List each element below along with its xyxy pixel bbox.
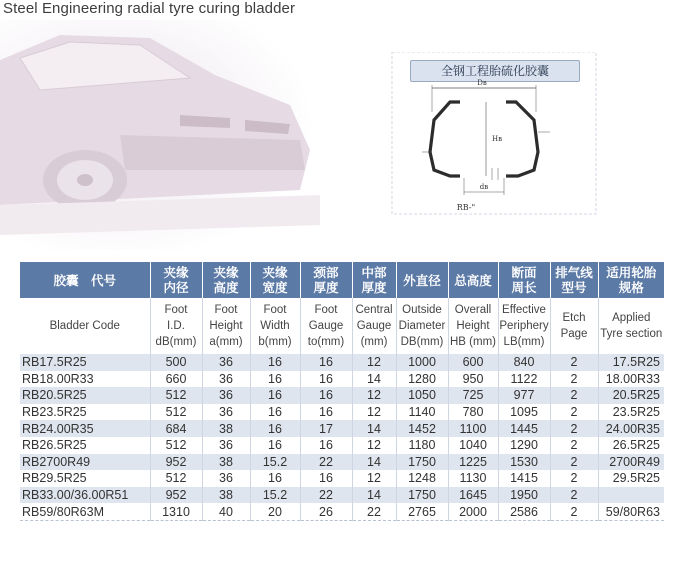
table-row — [20, 420, 664, 437]
table-cell: 2700R49 — [598, 454, 664, 471]
table-cell: 16 — [300, 470, 352, 487]
table-cell: 512 — [150, 437, 202, 454]
table-cell: 1248 — [396, 470, 448, 487]
table-header-cn — [20, 262, 664, 298]
bladder-code-cell: RB59/80R63M — [20, 503, 150, 520]
table-cell: 22 — [300, 454, 352, 471]
table-cell: 1452 — [396, 420, 448, 437]
table-cell: 36 — [202, 387, 250, 404]
table-cell: 16 — [300, 404, 352, 421]
table-cell: 20 — [250, 503, 300, 520]
header-cn-cell: 排气线 型号 — [550, 262, 598, 298]
table-cell: 1445 — [498, 420, 550, 437]
table-cell: 1750 — [396, 487, 448, 504]
table-cell: 16 — [300, 437, 352, 454]
table-cell: 2 — [550, 404, 598, 421]
table-cell: 2586 — [498, 503, 550, 520]
table-row — [20, 354, 664, 371]
table-cell: 2 — [550, 503, 598, 520]
table-cell: 1280 — [396, 371, 448, 388]
table-cell: 12 — [352, 470, 396, 487]
table-row — [20, 470, 664, 487]
table-cell: 1950 — [498, 487, 550, 504]
table-row — [20, 454, 664, 471]
table-cell: 17 — [300, 420, 352, 437]
diagram-label-rb: RB-" — [456, 203, 476, 212]
table-cell: 23.5R25 — [598, 404, 664, 421]
table-cell: 38 — [202, 487, 250, 504]
table-cell: 1095 — [498, 404, 550, 421]
bladder-cross-section — [388, 52, 600, 216]
header-en-cell: Outside Diameter DB(mm) — [396, 298, 448, 354]
header-cn-cell: 颈部 厚度 — [300, 262, 352, 298]
header-en-cell: Effective Periphery LB(mm) — [498, 298, 550, 354]
table-cell: 2000 — [448, 503, 498, 520]
table-cell: 1310 — [150, 503, 202, 520]
table-body — [20, 354, 664, 520]
bladder-code-cell: RB23.5R25 — [20, 404, 150, 421]
table-cell: 36 — [202, 371, 250, 388]
table-cell: 15.2 — [250, 487, 300, 504]
header-en-cell: Foot Height a(mm) — [202, 298, 250, 354]
table-cell: 22 — [300, 487, 352, 504]
header-en-cell: Central Gauge (mm) — [352, 298, 396, 354]
spec-table — [20, 262, 664, 521]
bladder-code-cell: RB24.00R35 — [20, 420, 150, 437]
table-cell: 20.5R25 — [598, 387, 664, 404]
table-cell: 950 — [448, 371, 498, 388]
table-cell: 16 — [250, 420, 300, 437]
table-cell: 2 — [550, 387, 598, 404]
table-cell: 16 — [300, 387, 352, 404]
table-row — [20, 437, 664, 454]
table-header-en — [20, 298, 664, 354]
table-cell: 14 — [352, 487, 396, 504]
table-cell: 2 — [550, 437, 598, 454]
table-cell: 16 — [250, 387, 300, 404]
table-cell: 2 — [550, 371, 598, 388]
table-cell: 36 — [202, 470, 250, 487]
bladder-code-cell: RB20.5R25 — [20, 387, 150, 404]
table-cell: 500 — [150, 354, 202, 371]
table-cell: 840 — [498, 354, 550, 371]
table-cell: 12 — [352, 354, 396, 371]
table-cell: 1750 — [396, 454, 448, 471]
table-cell: 38 — [202, 454, 250, 471]
table-cell: 38 — [202, 420, 250, 437]
table-cell: 512 — [150, 387, 202, 404]
header-cn-cell: 断面 周长 — [498, 262, 550, 298]
table-cell: 1130 — [448, 470, 498, 487]
table-cell: 1415 — [498, 470, 550, 487]
table-cell: 2 — [550, 354, 598, 371]
header-en-cell: Foot Gauge to(mm) — [300, 298, 352, 354]
table-cell: 29.5R25 — [598, 470, 664, 487]
bladder-code-cell: RB33.00/36.00R51 — [20, 487, 150, 504]
header-en-cell: Overall Height HB (mm) — [448, 298, 498, 354]
table-cell: 2765 — [396, 503, 448, 520]
table-cell: 952 — [150, 454, 202, 471]
header-en-cell: Bladder Code — [20, 298, 150, 354]
table-cell: 684 — [150, 420, 202, 437]
table-cell: 725 — [448, 387, 498, 404]
table-row — [20, 387, 664, 404]
table-cell: 600 — [448, 354, 498, 371]
table-cell: 22 — [352, 503, 396, 520]
table-cell: 2 — [550, 487, 598, 504]
bladder-code-cell: RB26.5R25 — [20, 437, 150, 454]
table-cell: 12 — [352, 387, 396, 404]
diagram-label-height: Hʙ — [492, 135, 503, 143]
bladder-code-cell: RB29.5R25 — [20, 470, 150, 487]
bladder-diagram — [388, 52, 600, 216]
table-cell: 14 — [352, 454, 396, 471]
header-en-cell: Foot Width b(mm) — [250, 298, 300, 354]
header-cn-cell: 外直径 — [396, 262, 448, 298]
table-cell: 26.5R25 — [598, 437, 664, 454]
table-cell: 36 — [202, 404, 250, 421]
table-cell: 36 — [202, 354, 250, 371]
table-cell: 952 — [150, 487, 202, 504]
table-row — [20, 371, 664, 388]
table-cell: 1100 — [448, 420, 498, 437]
diagram-label-bottom: dʙ — [479, 183, 489, 191]
table-row — [20, 404, 664, 421]
table-cell: 36 — [202, 437, 250, 454]
table-cell: 1050 — [396, 387, 448, 404]
header-cn-cell: 夹缘 高度 — [202, 262, 250, 298]
table-cell: 16 — [250, 437, 300, 454]
table-cell: 59/80R63 — [598, 503, 664, 520]
table-cell: 2 — [550, 470, 598, 487]
table-cell: 1040 — [448, 437, 498, 454]
header-cn-cell: 夹缘 内径 — [150, 262, 202, 298]
table-cell: 2 — [550, 420, 598, 437]
page-title: Steel Engineering radial tyre curing bladder — [3, 0, 296, 17]
header-cn-cell: 中部 厚度 — [352, 262, 396, 298]
table-cell: 14 — [352, 371, 396, 388]
header-cn-cell: 总高度 — [448, 262, 498, 298]
table-cell: 16 — [250, 470, 300, 487]
table-cell: 512 — [150, 470, 202, 487]
bladder-code-cell: RB17.5R25 — [20, 354, 150, 371]
table-row — [20, 487, 664, 504]
table-cell: 16 — [250, 404, 300, 421]
table-cell: 2 — [550, 454, 598, 471]
bladder-code-cell: RB2700R49 — [20, 454, 150, 471]
car-background-image — [0, 20, 330, 250]
table-cell: 660 — [150, 371, 202, 388]
table-cell: 14 — [352, 420, 396, 437]
header-cn-cell: 胶囊 代号 — [20, 262, 150, 298]
table-cell: 1645 — [448, 487, 498, 504]
table-cell: 18.00R33 — [598, 371, 664, 388]
table-cell: 512 — [150, 404, 202, 421]
table-cell: 40 — [202, 503, 250, 520]
table-cell: 16 — [300, 371, 352, 388]
table-cell: 16 — [250, 354, 300, 371]
header-en-cell: Foot I.D. dB(mm) — [150, 298, 202, 354]
table-cell: 780 — [448, 404, 498, 421]
table-cell: 1530 — [498, 454, 550, 471]
table-cell: 1225 — [448, 454, 498, 471]
header-cn-cell: 适用轮胎 规格 — [598, 262, 664, 298]
table-cell: 1140 — [396, 404, 448, 421]
bladder-code-cell: RB18.00R33 — [20, 371, 150, 388]
table-cell: 977 — [498, 387, 550, 404]
table-cell: 26 — [300, 503, 352, 520]
table-cell: 16 — [250, 371, 300, 388]
table-cell — [598, 487, 664, 504]
table-cell: 1290 — [498, 437, 550, 454]
table-row — [20, 503, 664, 520]
table-cell: 1180 — [396, 437, 448, 454]
table-cell: 16 — [300, 354, 352, 371]
table-cell: 15.2 — [250, 454, 300, 471]
table-cell: 12 — [352, 404, 396, 421]
diagram-label-top: Dʙ — [477, 79, 487, 87]
table-cell: 24.00R35 — [598, 420, 664, 437]
header-cn-cell: 夹缘 宽度 — [250, 262, 300, 298]
header-en-cell: Etch Page — [550, 298, 598, 354]
table-cell: 1122 — [498, 371, 550, 388]
table-cell: 1000 — [396, 354, 448, 371]
table-cell: 12 — [352, 437, 396, 454]
table-cell: 17.5R25 — [598, 354, 664, 371]
diagram-title: 全钢工程胎硫化胶囊 — [410, 60, 580, 82]
header-en-cell: Applied Tyre section — [598, 298, 664, 354]
